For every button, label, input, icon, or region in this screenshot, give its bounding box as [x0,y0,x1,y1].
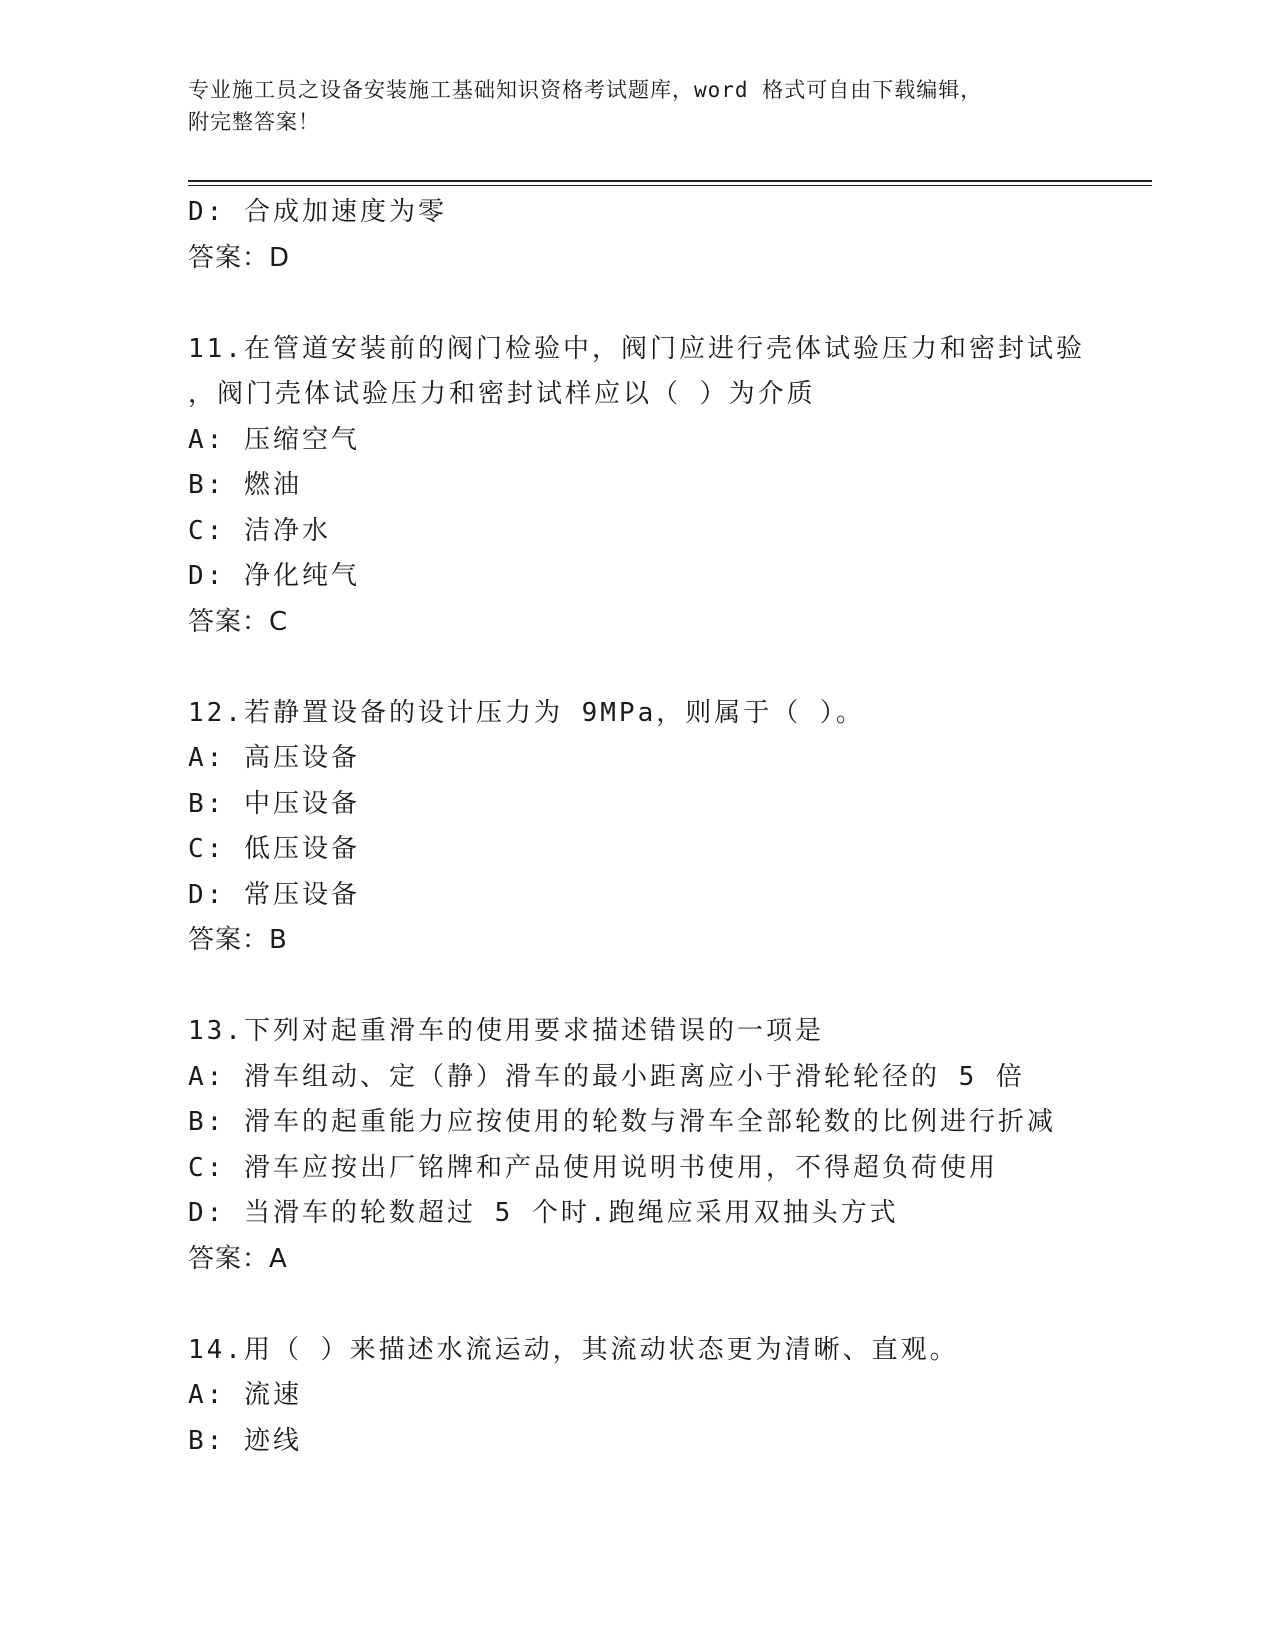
header-divider-thin [188,185,1152,186]
prev-option-d: D: 合成加速度为零 [188,197,447,227]
question-14 [188,1328,1128,1465]
question-11 [188,327,1128,646]
option-b: B: 中压设备 [188,788,360,819]
option-c: C: 低压设备 [188,834,360,864]
spacer [188,1282,1128,1328]
document-header [188,74,1068,138]
question-stem: 13.下列对起重滑车的使用要求描述错误的一项是 [188,1016,824,1046]
option-d: D: 净化纯气 [188,561,360,591]
spacer [188,281,1128,327]
answer: 答案：B [188,925,288,955]
option-a: A: 高压设备 [188,743,360,773]
question-13 [188,1009,1128,1282]
option-c: C: 洁净水 [188,515,331,546]
header-line-1: 专业施工员之设备安装施工基础知识资格考试题库，word 格式可自由下载编辑， [188,78,983,102]
question-content [188,190,1128,1464]
option-c: C: 滑车应按出厂铭牌和产品使用说明书使用，不得超负荷使用 [188,1152,998,1183]
option-a: A: 滑车组动、定（静）滑车的最小距离应小于滑轮轮径的 5 倍 [188,1061,1025,1092]
option-b: B: 滑车的起重能力应按使用的轮数与滑车全部轮数的比例进行折减 [188,1107,1056,1137]
header-divider-thick [188,180,1152,182]
question-12 [188,691,1128,964]
question-stem: 14.用（ ）来描述水流运动，其流动状态更为清晰、直观。 [188,1334,959,1365]
spacer [188,645,1128,691]
question-stem: 12.若静置设备的设计压力为 9MPa，则属于（ ）。 [188,697,865,728]
question-stem: 11.在管道安装前的阀门检验中，阀门应进行壳体试验压力和密封试验 [188,333,1085,364]
option-a: A: 压缩空气 [188,424,360,455]
prev-answer: 答案：D [188,242,291,273]
header-line-2: 附完整答案！ [188,110,320,134]
answer: 答案：A [188,1243,288,1274]
spacer [188,964,1128,1010]
option-b: B: 迹线 [188,1425,302,1456]
option-a: A: 流速 [188,1380,302,1410]
answer: 答案：C [188,606,289,637]
option-d: D: 常压设备 [188,879,360,910]
option-b: B: 燃油 [188,470,302,500]
option-d: D: 当滑车的轮数超过 5 个时.跑绳应采用双抽头方式 [188,1198,899,1228]
question-stem-continued: ，阀门壳体试验压力和密封试样应以（ ）为介质 [188,379,816,409]
